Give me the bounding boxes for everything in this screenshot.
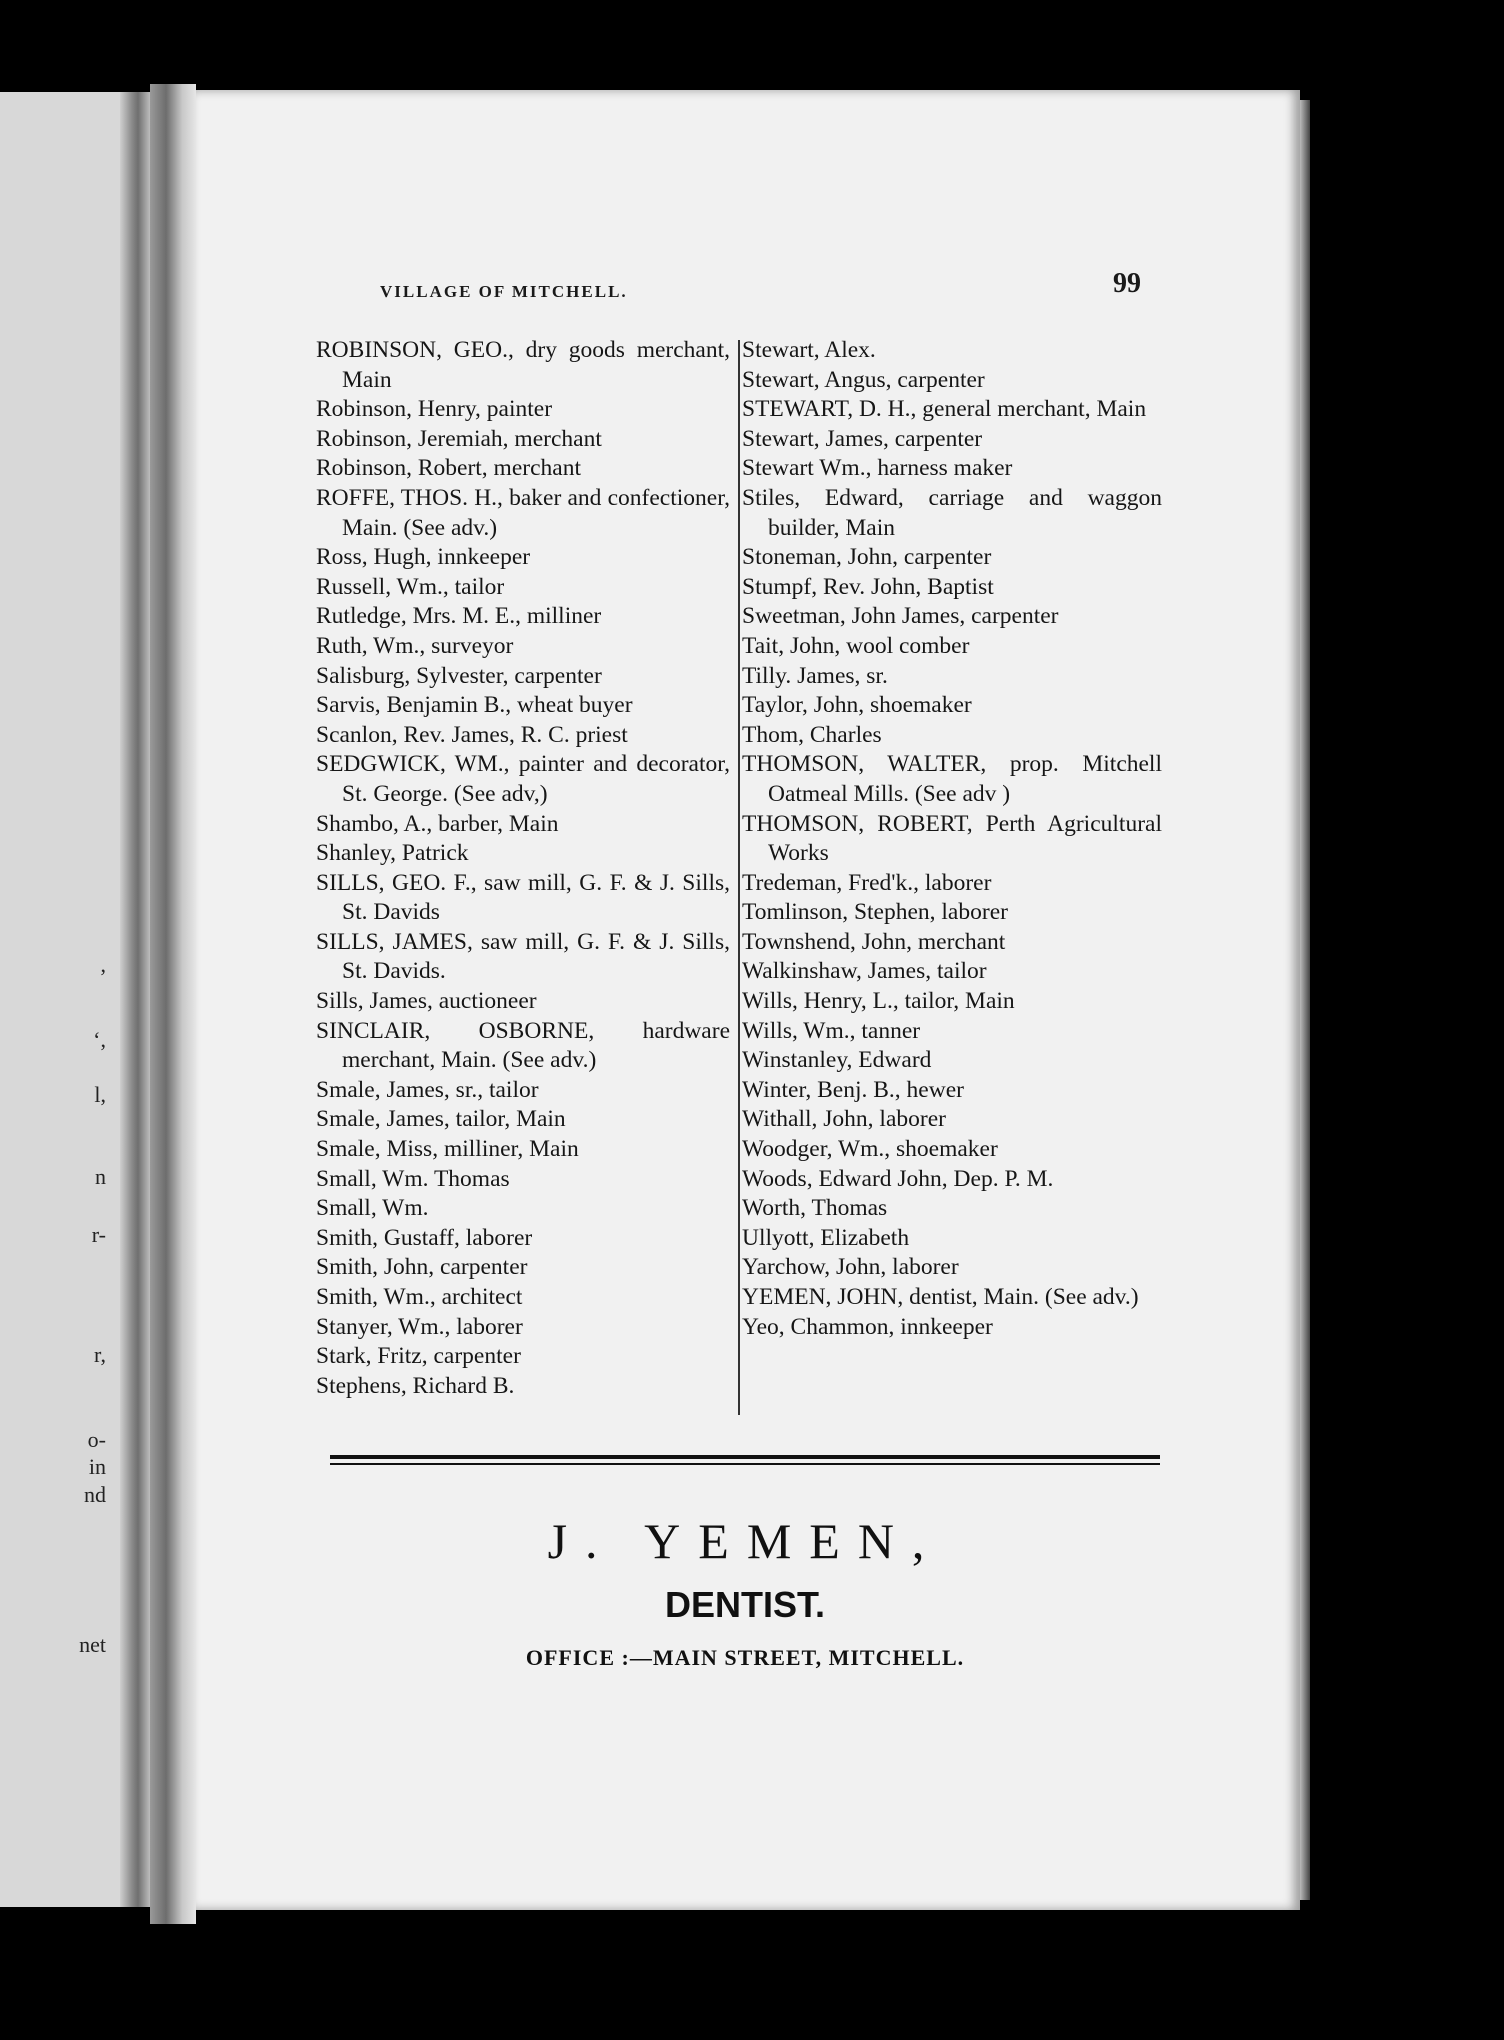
fragment: net — [79, 1632, 106, 1657]
directory-entry: Robinson, Henry, painter — [316, 396, 553, 423]
directory-entry: SINCLAIR, OSBORNE, hardware merchant, Main. (See adv.) — [316, 1017, 730, 1074]
directory-entry: Ruth, Wm., surveyor — [316, 632, 514, 659]
directory-entry: Tilly. James, sr. — [742, 662, 888, 689]
directory-entry: Yeo, Chammon, innkeeper — [742, 1313, 993, 1340]
directory-entry: Stoneman, John, carpenter — [742, 544, 992, 571]
directory-entry: Smith, John, carpenter — [316, 1254, 528, 1281]
directory-entry: STEWART, D. H., general merchant, Main — [742, 396, 1147, 423]
directory-entry: SILLS, GEO. F., saw mill, G. F. & J. Sills, St. Davids — [316, 869, 730, 926]
directory-entry: Walkinshaw, James, tailor — [742, 958, 987, 985]
advertisement-title: DENTIST. — [664, 1584, 825, 1625]
section-rule-thick — [330, 1455, 1160, 1459]
fragment: ʻ, — [93, 1027, 106, 1052]
directory-entry: Stanyer, Wm., laborer — [316, 1313, 523, 1340]
fragment: in — [88, 1454, 106, 1479]
directory-entry: SILLS, JAMES, saw mill, G. F. & J. Sills, St. Davids. — [316, 928, 730, 985]
running-head: VILLAGE OF MITCHELL. — [380, 282, 628, 301]
directory-entry: Tait, John, wool comber — [742, 632, 970, 659]
directory-entry: Winstanley, Edward — [742, 1047, 932, 1074]
directory-entry: Tomlinson, Stephen, laborer — [742, 899, 1008, 926]
directory-entry: Sarvis, Benjamin B., wheat buyer — [316, 692, 633, 719]
directory-entry: Worth, Thomas — [742, 1195, 888, 1222]
facing-page — [0, 92, 150, 1907]
directory-entry: Smith, Wm., architect — [316, 1284, 523, 1310]
directory-entry: THOMSON, ROBERT, Perth Agricultural Works — [742, 810, 1162, 867]
page-edge-shadow — [1300, 100, 1310, 1900]
directory-entry: Smale, James, tailor, Main — [316, 1106, 566, 1133]
fragment: r- — [91, 1222, 106, 1247]
directory-entry: Wills, Wm., tanner — [742, 1017, 921, 1044]
directory-entry: Shanley, Patrick — [316, 840, 469, 867]
directory-entry: Stewart, Angus, carpenter — [742, 366, 985, 393]
directory-entry: Stewart, Alex. — [742, 337, 876, 363]
directory-entry: Withall, John, laborer — [742, 1106, 946, 1133]
directory-entry: Scanlon, Rev. James, R. C. priest — [316, 721, 628, 748]
directory-entry: YEMEN, JOHN, dentist, Main. (See adv.) — [742, 1284, 1139, 1310]
directory-entry: Russell, Wm., tailor — [316, 573, 505, 600]
directory-entry: ROBINSON, GEO., dry goods merchant, Main — [316, 337, 730, 393]
facing-page-edge — [120, 92, 150, 1907]
directory-entry: Robinson, Robert, merchant — [316, 455, 581, 482]
directory-entry: Tredeman, Fred'k., laborer — [742, 869, 992, 896]
directory-entry: Ullyott, Elizabeth — [742, 1224, 910, 1251]
advertisement-name: J. YEMEN, — [547, 1513, 943, 1569]
fragment: r, — [94, 1342, 106, 1367]
fragment: nd — [84, 1482, 106, 1507]
directory-entry: Ross, Hugh, innkeeper — [316, 544, 531, 571]
fragment: , — [100, 952, 106, 977]
facing-page-text-fragments — [46, 92, 106, 1907]
advertisement-office: OFFICE :—MAIN STREET, MITCHELL. — [525, 1645, 965, 1670]
directory-entry: Rutledge, Mrs. M. E., milliner — [316, 603, 602, 630]
directory-column-left — [316, 336, 730, 1401]
directory-entry: Stewart Wm., harness maker — [742, 455, 1013, 482]
directory-entry: Woods, Edward John, Dep. P. M. — [742, 1165, 1054, 1192]
directory-entry: Stewart, James, carpenter — [742, 425, 983, 452]
fragment: n — [95, 1164, 106, 1189]
directory-entry: Townshend, John, merchant — [742, 928, 1006, 955]
directory-entry: Wills, Henry, L., tailor, Main — [742, 988, 1015, 1015]
directory-entry: Small, Wm. — [316, 1195, 429, 1222]
directory-entry: Yarchow, John, laborer — [742, 1254, 959, 1281]
directory-entry: Salisburg, Sylvester, carpenter — [316, 662, 602, 689]
directory-entry: Woodger, Wm., shoemaker — [742, 1136, 998, 1163]
directory-entry: Smale, James, sr., tailor — [316, 1076, 539, 1103]
directory-entry: Taylor, John, shoemaker — [742, 692, 972, 719]
directory-entry: Sills, James, auctioneer — [316, 988, 537, 1015]
directory-entry: Sweetman, John James, carpenter — [742, 603, 1059, 630]
directory-entry: Stark, Fritz, carpenter — [316, 1343, 521, 1370]
directory-column-right — [742, 336, 1162, 1342]
directory-entry: Winter, Benj. B., hewer — [742, 1076, 964, 1103]
directory-entry: Stephens, Richard B. — [316, 1372, 515, 1399]
directory-entry: ROFFE, THOS. H., baker and confectioner, Main. (See adv.) — [316, 484, 730, 541]
section-rule-thin — [330, 1463, 1160, 1465]
directory-entry: THOMSON, WALTER, prop. Mitchell Oatmeal Mills. (See adv ) — [742, 751, 1162, 807]
directory-entry: Robinson, Jeremiah, merchant — [316, 425, 602, 452]
directory-entry: Smale, Miss, milliner, Main — [316, 1136, 579, 1163]
directory-entry: Thom, Charles — [742, 721, 882, 748]
directory-entry: Small, Wm. Thomas — [316, 1165, 510, 1192]
directory-entry: Smith, Gustaff, laborer — [316, 1224, 533, 1251]
directory-entry: Shambo, A., barber, Main — [316, 810, 559, 837]
column-divider — [738, 340, 740, 1415]
book-spine — [150, 84, 196, 1924]
fragment: l, — [94, 1082, 106, 1107]
directory-entry: Stiles, Edward, carriage and waggon builder, Main — [742, 484, 1162, 541]
page-number: 99 — [1113, 268, 1141, 299]
directory-entry: SEDGWICK, WM., painter and decorator, St. George. (See adv,) — [316, 751, 730, 807]
directory-entry: Stumpf, Rev. John, Baptist — [742, 573, 994, 600]
fragment: o- — [87, 1427, 106, 1452]
